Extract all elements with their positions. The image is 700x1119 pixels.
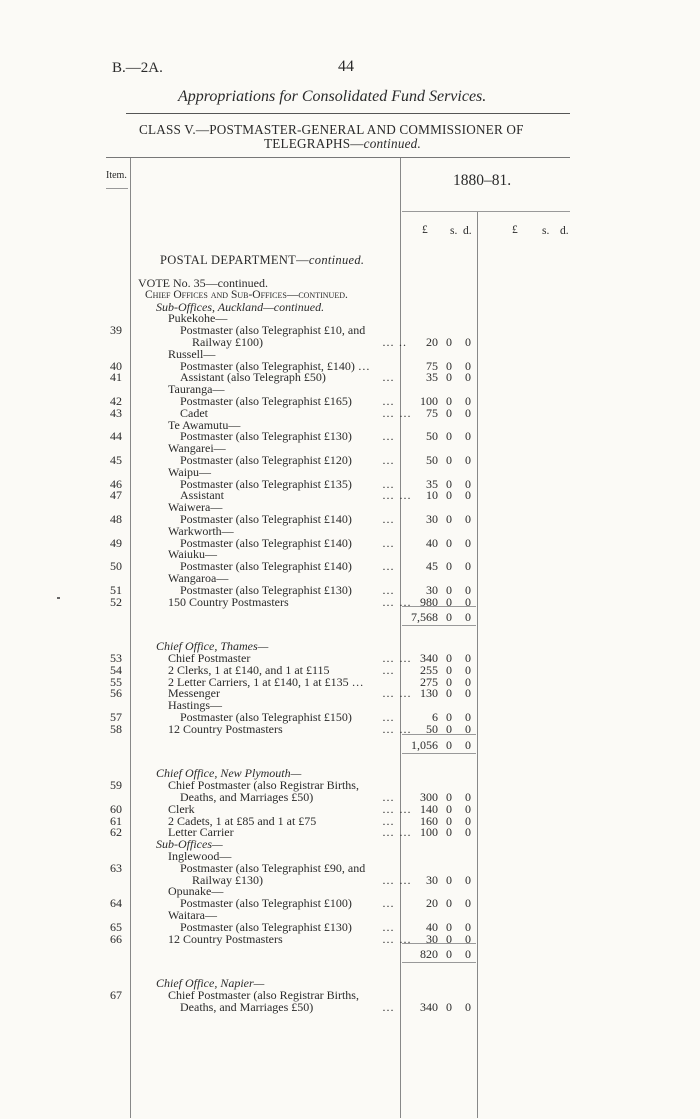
- class-heading-line2-text: TELEGRAPHS—: [264, 136, 364, 151]
- amount-pounds: 300: [420, 790, 438, 804]
- item-number: 47: [110, 488, 122, 503]
- amount-pounds: 140: [420, 801, 438, 816]
- item-number: 60: [110, 801, 122, 816]
- item-number: 63: [110, 860, 122, 875]
- amount-shillings: 0: [446, 594, 452, 609]
- row-label: Railway £100): [192, 335, 263, 349]
- row-label: Sub-Offices—: [156, 837, 223, 852]
- amount-pence: 0: [465, 721, 471, 736]
- amount-pounds: 20: [426, 896, 438, 911]
- item-number: 55: [110, 674, 122, 689]
- amount-pounds: 30: [426, 931, 438, 946]
- row-label: Postmaster (also Telegraphist £120): [180, 453, 352, 467]
- row-label: 12 Country Postmasters: [168, 721, 283, 736]
- subtotal-rule: [402, 943, 476, 944]
- row-label: Deaths, and Marriages £50): [180, 790, 314, 804]
- leader-dots: … …: [382, 801, 412, 816]
- amount-pounds: 30: [426, 872, 438, 887]
- amount-pounds: 160: [420, 813, 438, 828]
- table-top-rule: [106, 157, 570, 158]
- amount-pence: 0: [465, 453, 471, 467]
- row-label: Assistant: [180, 488, 225, 503]
- item-number: 59: [110, 778, 122, 793]
- amount-shillings: 0: [446, 358, 452, 373]
- amount-shillings: 0: [446, 662, 452, 677]
- amount-shillings: 0: [446, 405, 452, 420]
- leader-dots: … …: [382, 931, 412, 946]
- amount-pounds: 40: [426, 919, 438, 934]
- amount-pounds: 35: [426, 370, 438, 385]
- amount-pence: 0: [465, 801, 471, 816]
- amount-pence: 0: [465, 919, 471, 934]
- item-number: 65: [110, 919, 122, 934]
- table-row: [0, 722, 700, 736]
- leader-dots: …: [382, 919, 395, 934]
- amount-pence: 0: [465, 686, 471, 701]
- table-row: [0, 932, 700, 946]
- amount-pence: 0: [465, 358, 471, 373]
- amount-pence: 0: [465, 931, 471, 946]
- item-number: 42: [110, 394, 122, 408]
- row-label: Railway £130): [192, 872, 263, 887]
- amount-shillings: 0: [446, 370, 452, 385]
- page-title: Appropriations for Consolidated Fund Services.: [178, 88, 487, 105]
- row-label: Wangarei—: [168, 441, 226, 456]
- row-label: Postmaster (also Telegraphist £140): [180, 535, 352, 550]
- leader-dots: …: [382, 512, 395, 526]
- item-number: 57: [110, 710, 122, 724]
- amount-pence: 0: [465, 512, 471, 526]
- amount-pounds: 6: [432, 710, 438, 724]
- row-label: Postmaster (also Telegraphist £90, and: [180, 860, 366, 875]
- row-label: Sub-Offices, Auckland—continued.: [156, 299, 325, 314]
- amount-shillings: 0: [446, 610, 452, 625]
- amount-pence: 0: [465, 737, 471, 752]
- row-label: 2 Cadets, 1 at £85 and 1 at £75: [168, 813, 317, 828]
- amount-pence: 0: [465, 662, 471, 677]
- subtotal-row: [0, 947, 700, 961]
- amount-shillings: 0: [446, 721, 452, 736]
- class-heading-line1: CLASS V.—POSTMASTER-GENERAL AND COMMISSIONER OF: [139, 122, 524, 137]
- pound-header-1: £: [422, 224, 428, 236]
- row-label: Postmaster (also Telegraphist £150): [180, 710, 352, 724]
- item-number: 40: [110, 358, 122, 373]
- amount-shillings: 0: [446, 872, 452, 887]
- amount-shillings: 0: [446, 651, 452, 665]
- item-number: 52: [110, 594, 122, 609]
- leader-dots: …: [382, 813, 395, 828]
- shilling-header-2: s.: [542, 225, 550, 237]
- row-label: Inglewood—: [168, 849, 232, 863]
- amount-pence: 0: [465, 790, 471, 804]
- row-label: Pukekohe—: [168, 311, 228, 326]
- amount-pounds: 35: [426, 476, 438, 491]
- row-label: Te Awamutu—: [168, 417, 241, 432]
- amount-pounds: 75: [426, 358, 438, 373]
- leader-dots: …: [382, 394, 395, 408]
- item-number: 50: [110, 559, 122, 574]
- amount-pounds: 7,568: [411, 610, 438, 625]
- row-label: Postmaster (also Telegraphist £100): [180, 896, 352, 911]
- amount-shillings: 0: [446, 335, 452, 349]
- table-row: [0, 1000, 700, 1014]
- amount-shillings: 0: [446, 512, 452, 526]
- amount-shillings: 0: [446, 686, 452, 701]
- amount-pounds: 40: [426, 535, 438, 550]
- amount-pounds: 10: [426, 488, 438, 503]
- subtotal-rule-bottom: [402, 962, 476, 963]
- amount-pence: 0: [465, 947, 471, 962]
- amount-pounds: 75: [426, 405, 438, 420]
- subtotal-rule: [402, 734, 476, 735]
- leader-dots: … …: [382, 594, 412, 609]
- item-number: 67: [110, 988, 122, 1002]
- amount-pounds: 100: [420, 825, 438, 840]
- row-label: Postmaster (also Telegraphist £130): [180, 429, 352, 444]
- paper-speck: [57, 597, 60, 599]
- amount-shillings: 0: [446, 476, 452, 491]
- amount-pounds: 20: [426, 335, 438, 349]
- shilling-header-1: s.: [450, 225, 458, 237]
- amount-shillings: 0: [446, 737, 452, 752]
- row-label: Postmaster (also Telegraphist, £140) …: [180, 358, 370, 373]
- leader-dots: … …: [382, 405, 412, 420]
- item-number: 58: [110, 721, 122, 736]
- amount-pence: 0: [465, 559, 471, 574]
- subtotal-rule-bottom: [402, 625, 476, 626]
- row-label: Postmaster (also Telegraphist £165): [180, 394, 352, 408]
- amount-pence: 0: [465, 488, 471, 503]
- row-label: Russell—: [168, 346, 216, 361]
- amount-shillings: 0: [446, 825, 452, 840]
- amount-pence: 0: [465, 335, 471, 349]
- item-number: 49: [110, 535, 122, 550]
- leader-dots: … …: [382, 721, 412, 736]
- amount-shillings: 0: [446, 947, 452, 962]
- row-label: Hastings—: [168, 698, 222, 713]
- item-number: 46: [110, 476, 122, 491]
- amount-pounds: 130: [420, 686, 438, 701]
- amount-shillings: 0: [446, 488, 452, 503]
- item-number: 64: [110, 896, 122, 911]
- leader-dots: …: [382, 535, 395, 550]
- year-head-rule: [402, 211, 570, 212]
- leader-dots: … ..: [382, 335, 407, 349]
- leader-dots: … …: [382, 488, 412, 503]
- row-label: VOTE No. 35—continued.: [138, 276, 268, 290]
- amount-pence: 0: [465, 825, 471, 840]
- row-label: Wangaroa—: [168, 571, 229, 585]
- leader-dots: …: [382, 896, 395, 911]
- amount-pounds: 30: [426, 512, 438, 526]
- row-label: Cadet: [180, 405, 208, 420]
- department-name: POSTAL DEPARTMENT—: [160, 253, 309, 267]
- subtotal-rule: [402, 606, 476, 607]
- leader-dots: …: [382, 999, 395, 1014]
- item-number: 61: [110, 813, 122, 828]
- leader-dots: …: [382, 453, 395, 467]
- item-number: 48: [110, 512, 122, 526]
- amount-pence: 0: [465, 610, 471, 625]
- amount-pence: 0: [465, 594, 471, 609]
- amount-shillings: 0: [446, 790, 452, 804]
- row-label: Chief Postmaster (also Registrar Births,: [168, 988, 359, 1002]
- item-number: 66: [110, 931, 122, 946]
- row-label: Chief Office, Napier—: [156, 976, 265, 991]
- item-number: 56: [110, 686, 122, 701]
- item-number: 41: [110, 370, 122, 385]
- amount-pence: 0: [465, 476, 471, 491]
- amount-shillings: 0: [446, 559, 452, 574]
- row-label: Postmaster (also Telegraphist £140): [180, 512, 352, 526]
- row-label: Waitara—: [168, 908, 218, 922]
- subtotal-row: [0, 738, 700, 752]
- pence-header-1: d.: [463, 225, 472, 237]
- amount-pence: 0: [465, 394, 471, 408]
- row-label: Postmaster (also Telegraphist £135): [180, 476, 352, 491]
- leader-dots: …: [382, 710, 395, 724]
- amount-pounds: 50: [426, 453, 438, 467]
- subtotal-row: [0, 610, 700, 624]
- row-label: Waipu—: [168, 464, 212, 479]
- item-number: 62: [110, 825, 122, 840]
- row-label: Clerk: [168, 801, 195, 816]
- leader-dots: …: [382, 370, 395, 385]
- amount-pence: 0: [465, 535, 471, 550]
- row-label: Postmaster (also Telegraphist £130): [180, 582, 352, 597]
- row-label: Letter Carrier: [168, 825, 234, 840]
- amount-shillings: 0: [446, 813, 452, 828]
- amount-shillings: 0: [446, 535, 452, 550]
- item-number: 53: [110, 651, 122, 665]
- row-label: Postmaster (also Telegraphist £140): [180, 559, 352, 574]
- amount-pounds: 50: [426, 721, 438, 736]
- item-number: 54: [110, 662, 122, 677]
- row-label: Warkworth—: [168, 523, 234, 538]
- row-label: Waiuku—: [168, 547, 218, 562]
- amount-pounds: 1,056: [411, 737, 438, 752]
- amount-pence: 0: [465, 429, 471, 444]
- leader-dots: …: [382, 582, 395, 597]
- year-column-header: 1880–81.: [453, 172, 512, 189]
- amount-pounds: 980: [420, 594, 438, 609]
- amount-pence: 0: [465, 674, 471, 689]
- item-number: 45: [110, 453, 122, 467]
- row-label: Chief Offices and Sub-Offices—continued.: [145, 288, 348, 301]
- leader-dots: …: [382, 476, 395, 491]
- class-heading-line2: [264, 136, 421, 152]
- amount-pence: 0: [465, 896, 471, 911]
- row-label: 2 Clerks, 1 at £140, and 1 at £115: [168, 662, 330, 677]
- amount-pence: 0: [465, 370, 471, 385]
- amount-shillings: 0: [446, 801, 452, 816]
- row-label: Postmaster (also Telegraphist £130): [180, 919, 352, 934]
- row-label: Chief Postmaster (also Registrar Births,: [168, 778, 359, 793]
- subtotal-rule-bottom: [402, 753, 476, 754]
- row-label: Tauranga—: [168, 382, 225, 397]
- item-head-underline: [106, 188, 128, 189]
- amount-pence: 0: [465, 813, 471, 828]
- row-label: Postmaster (also Telegraphist £10, and: [180, 323, 366, 338]
- department-suffix: continued.: [308, 253, 365, 267]
- amount-pence: 0: [465, 405, 471, 420]
- amount-shillings: 0: [446, 896, 452, 911]
- table-row: [0, 595, 700, 609]
- amount-pounds: 30: [426, 582, 438, 597]
- department-heading: [160, 253, 364, 268]
- amount-shillings: 0: [446, 453, 452, 467]
- leader-dots: …: [382, 429, 395, 444]
- pence-header-2: d.: [560, 225, 569, 237]
- row-label: 12 Country Postmasters: [168, 931, 283, 946]
- item-number: 51: [110, 582, 122, 597]
- item-column-header: Item.: [106, 170, 127, 181]
- row-label: 150 Country Postmasters: [168, 594, 289, 609]
- leader-dots: …: [382, 662, 395, 677]
- amount-pence: 0: [465, 999, 471, 1014]
- amount-shillings: 0: [446, 674, 452, 689]
- row-label: Messenger: [168, 686, 220, 701]
- row-label: Opunake—: [168, 884, 224, 899]
- leader-dots: … …: [382, 686, 412, 701]
- amount-pence: 0: [465, 582, 471, 597]
- amount-pence: 0: [465, 651, 471, 665]
- amount-pence: 0: [465, 710, 471, 724]
- amount-shillings: 0: [446, 710, 452, 724]
- row-label: Chief Office, New Plymouth—: [156, 766, 302, 781]
- amount-pounds: 340: [420, 651, 438, 665]
- leader-dots: … …: [382, 825, 412, 840]
- row-label: Assistant (also Telegraph £50): [180, 370, 326, 385]
- page-number: 44: [338, 58, 354, 75]
- row-label: Chief Postmaster: [168, 651, 251, 665]
- amount-pounds: 100: [420, 394, 438, 408]
- amount-shillings: 0: [446, 931, 452, 946]
- amount-pounds: 45: [426, 559, 438, 574]
- title-rule: [126, 113, 570, 114]
- pound-header-2: £: [512, 224, 518, 236]
- class-heading-line2-suffix: continued.: [363, 136, 421, 151]
- amount-shillings: 0: [446, 582, 452, 597]
- document-code: B.—2A.: [112, 60, 163, 76]
- row-label: Chief Office, Thames—: [156, 639, 269, 654]
- amount-pounds: 255: [420, 662, 438, 677]
- amount-shillings: 0: [446, 394, 452, 408]
- amount-shillings: 0: [446, 429, 452, 444]
- row-label: Waiwera—: [168, 500, 223, 515]
- amount-pounds: 340: [420, 999, 438, 1014]
- row-label: Deaths, and Marriages £50): [180, 999, 314, 1014]
- amount-shillings: 0: [446, 999, 452, 1014]
- amount-pounds: 275: [420, 674, 438, 689]
- item-number: 39: [110, 323, 122, 338]
- item-number: 43: [110, 405, 122, 420]
- row-label: 2 Letter Carriers, 1 at £140, 1 at £135 …: [168, 674, 364, 689]
- leader-dots: … …: [382, 651, 412, 665]
- item-number: 44: [110, 429, 122, 444]
- amount-shillings: 0: [446, 919, 452, 934]
- amount-pounds: 820: [420, 947, 438, 962]
- leader-dots: …: [382, 559, 395, 574]
- leader-dots: …: [382, 790, 395, 804]
- amount-pence: 0: [465, 872, 471, 887]
- amount-pounds: 50: [426, 429, 438, 444]
- leader-dots: … …: [382, 872, 412, 887]
